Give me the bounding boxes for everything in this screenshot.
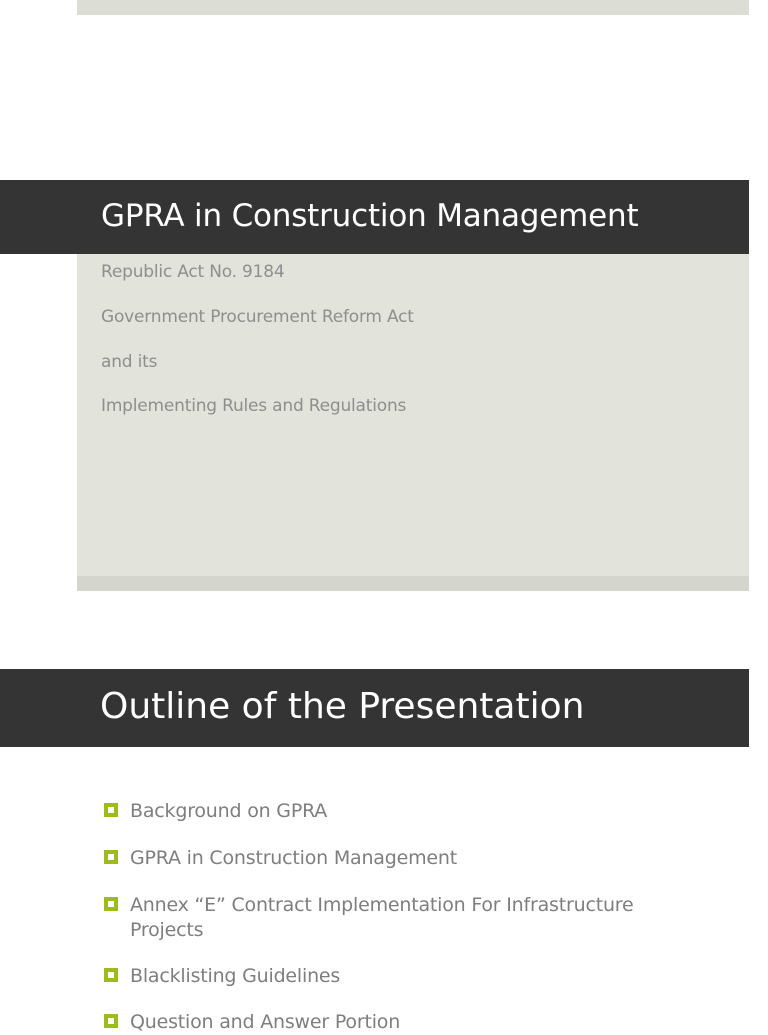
square-bullet-icon <box>104 850 118 864</box>
outline-bullet-list <box>104 799 704 1035</box>
slide-footer-band <box>77 576 749 591</box>
bullet-item <box>104 846 704 871</box>
square-bullet-icon <box>104 803 118 817</box>
subtitle-line-connector: and its <box>101 352 158 372</box>
square-bullet-icon <box>104 1014 118 1028</box>
slide-title <box>0 180 749 591</box>
square-bullet-icon <box>104 897 118 911</box>
subtitle-line-irr: Implementing Rules and Regulations <box>101 396 407 416</box>
bullet-item <box>104 799 704 824</box>
bullet-text: GPRA in Construction Management <box>130 847 457 869</box>
subtitle-line-act-name: Government Procurement Reform Act <box>101 307 414 327</box>
slide-outline <box>0 669 749 1033</box>
bullet-text: Question and Answer Portion <box>130 1011 401 1033</box>
bullet-text: Blacklisting Guidelines <box>130 965 341 987</box>
bullet-item <box>104 893 704 943</box>
subtitle-line-act-number: Republic Act No. 9184 <box>101 262 285 282</box>
bullet-item <box>104 1010 704 1035</box>
square-bullet-icon <box>104 968 118 982</box>
slide-title-heading: GPRA in Construction Management <box>101 198 639 234</box>
bullet-item <box>104 964 704 989</box>
slide-outline-heading: Outline of the Presentation <box>100 686 585 727</box>
bullet-text: Background on GPRA <box>130 800 328 822</box>
bullet-text: Annex “E” Contract Implementation For Infrastructure Projects <box>130 894 634 941</box>
previous-slide-bottom-edge <box>77 0 749 15</box>
